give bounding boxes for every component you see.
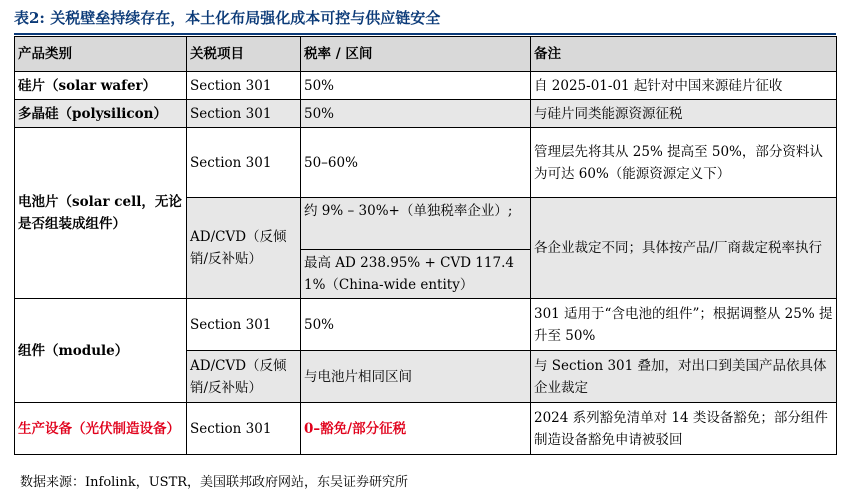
rate-module-301: 50%	[301, 299, 531, 351]
table-header-row	[15, 37, 837, 72]
header-tariff-item: 关税项目	[187, 37, 301, 72]
tariff-table	[14, 36, 837, 455]
rate-cell-adcvd	[301, 198, 531, 299]
rate-equipment: 0–豁免/部分征税	[301, 403, 531, 455]
category-polysilicon: 多晶硅（polysilicon）	[15, 100, 187, 128]
rate-cell-adcvd-single: 约 9% – 30%+（单独税率企业）;	[304, 203, 513, 219]
notes-wafer: 自 2025-01-01 起针对中国来源硅片征收	[531, 72, 837, 100]
notes-equipment: 2024 系列豁免清单对 14 类设备豁免；部分组件制造设备豁免申请被驳回	[531, 403, 837, 455]
notes-module-301: 301 适用于“含电池的组件”；根据调整从 25% 提升至 50%	[531, 299, 837, 351]
rate-polysilicon: 50%	[301, 100, 531, 128]
caption-divider	[14, 33, 836, 35]
tariff-item-wafer: Section 301	[187, 72, 301, 100]
category-module: 组件（module）	[15, 299, 187, 403]
rate-cell-301: 50–60%	[301, 128, 531, 198]
table-row-polysilicon	[15, 100, 837, 128]
table-row-equipment	[15, 403, 837, 455]
table-row-module-301	[15, 299, 837, 351]
tariff-item-equipment: Section 301	[187, 403, 301, 455]
table-row-cell-301	[15, 128, 837, 198]
notes-cell-301: 管理层先将其从 25% 提高至 50%，部分资料认为可达 60%（能源资源定义下）	[531, 128, 837, 198]
header-category: 产品类别	[15, 37, 187, 72]
tariff-item-cell-301: Section 301	[187, 128, 301, 198]
notes-polysilicon: 与硅片同类能源资源征税	[531, 100, 837, 128]
table-caption: 表2: 关税壁垒持续存在，本土化布局强化成本可控与供应链安全	[14, 9, 441, 27]
header-rate: 税率 / 区间	[301, 37, 531, 72]
tariff-item-polysilicon: Section 301	[187, 100, 301, 128]
category-equipment: 生产设备（光伏制造设备）	[15, 403, 187, 455]
tariff-item-module-adcvd: AD/CVD（反倾销/反补贴）	[187, 351, 301, 403]
header-notes: 备注	[531, 37, 837, 72]
category-wafer: 硅片（solar wafer）	[15, 72, 187, 100]
rate-module-adcvd: 与电池片相同区间	[301, 351, 531, 403]
tariff-item-module-301: Section 301	[187, 299, 301, 351]
notes-cell-adcvd: 各企业裁定不同；具体按产品/厂商裁定税率执行	[531, 198, 837, 299]
notes-module-adcvd: 与 Section 301 叠加，对出口到美国产品依具体企业裁定	[531, 351, 837, 403]
table-row-wafer	[15, 72, 837, 100]
data-source-note: 数据来源：Infolink，USTR，美国联邦政府网站，东吴证券研究所	[20, 475, 409, 490]
rate-wafer: 50%	[301, 72, 531, 100]
rate-cell-adcvd-max: 最高 AD 238.95% + CVD 117.41%（China-wide entity）	[301, 249, 530, 298]
category-cell: 电池片（solar cell，无论是否组装成组件）	[15, 128, 187, 299]
tariff-item-cell-adcvd: AD/CVD（反倾销/反补贴）	[187, 198, 301, 299]
